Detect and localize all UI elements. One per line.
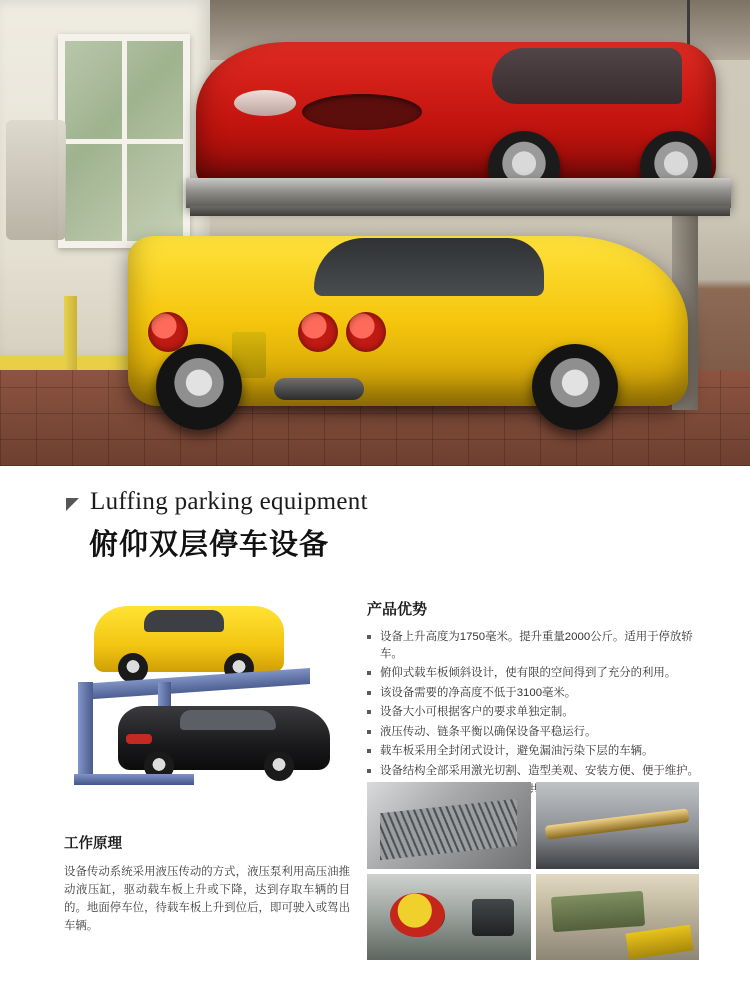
- yellow-car-exhaust: [274, 378, 364, 400]
- list-item: 载车板采用全封闭式设计，避免漏油污染下层的车辆。: [367, 743, 715, 760]
- garage-window: [58, 34, 190, 248]
- upper-car-wheel: [118, 653, 148, 683]
- list-item: 液压传动、链条平衡以确保设备平稳运行。: [367, 724, 715, 741]
- advantages-list: [367, 629, 715, 799]
- lower-yellow-car: [128, 236, 688, 406]
- lift-post-left: [64, 296, 77, 370]
- lift-platform: [186, 178, 731, 208]
- list-item: 该设备需要的净高度不低于3100毫米。: [367, 685, 715, 702]
- illustration-frame-post-left: [78, 682, 93, 778]
- list-item: 俯仰式载车板倾斜设计，使有限的空间得到了充分的利用。: [367, 665, 715, 682]
- lift-platform-rail: [190, 206, 730, 216]
- detail-photo-grid: [367, 782, 699, 960]
- hydraulic-cylinder-detail-photo: [536, 782, 700, 869]
- list-item: 设备上升高度为1750毫米。提升重量2000公斤。适用于停放轿车。: [367, 629, 715, 662]
- yellow-car-wheel: [156, 344, 242, 430]
- page-title-english: Luffing parking equipment: [90, 488, 368, 515]
- lower-car-taillight: [126, 734, 152, 744]
- red-car-windshield: [492, 48, 682, 104]
- red-car-hood-vent: [302, 94, 422, 130]
- illustration-lower-car: [118, 706, 330, 770]
- working-principle-section: [64, 832, 350, 935]
- advantages-heading: 产品优势: [367, 601, 428, 618]
- wall-equipment: [6, 120, 66, 240]
- list-item: 设备大小可根据客户的要求单独定制。: [367, 704, 715, 721]
- hero-photo: [0, 0, 750, 466]
- yellow-car-taillight: [298, 312, 338, 352]
- lower-car-wheel: [264, 751, 294, 781]
- yellow-car-taillight: [148, 312, 188, 352]
- product-illustration: [72, 598, 340, 798]
- upper-car-glass: [144, 610, 224, 632]
- page-title-chinese: 俯仰双层停车设备: [89, 529, 330, 561]
- emergency-stop-control-photo: [367, 874, 531, 961]
- advantages-section: [367, 598, 715, 802]
- title-marker-icon: [66, 498, 79, 511]
- working-principle-text: 设备传动系统采用液压传动的方式，液压泵利用高压油推动液压缸，驱动载车板上升或下降，达到存取车辆的目的。地面停车位，待载车板上升到位后，即可驶入或驾出车辆。: [64, 866, 350, 932]
- upper-red-car: [196, 42, 716, 187]
- illustration-upper-car: [94, 606, 284, 672]
- working-principle-heading: 工作原理: [64, 836, 122, 852]
- yellow-car-rear-glass: [314, 238, 544, 296]
- platform-deck-detail-photo: [367, 782, 531, 869]
- illustration-tilting-platform: [80, 668, 310, 700]
- list-item: 设备结构全部采用激光切割、造型美观、安装方便、便于维护。: [367, 763, 715, 780]
- red-car-headlight: [234, 90, 296, 116]
- illustration-base-frame: [74, 774, 194, 785]
- control-box-detail-photo: [536, 874, 700, 961]
- yellow-car-wheel: [532, 344, 618, 430]
- lower-car-glass: [180, 710, 276, 730]
- yellow-car-taillight: [346, 312, 386, 352]
